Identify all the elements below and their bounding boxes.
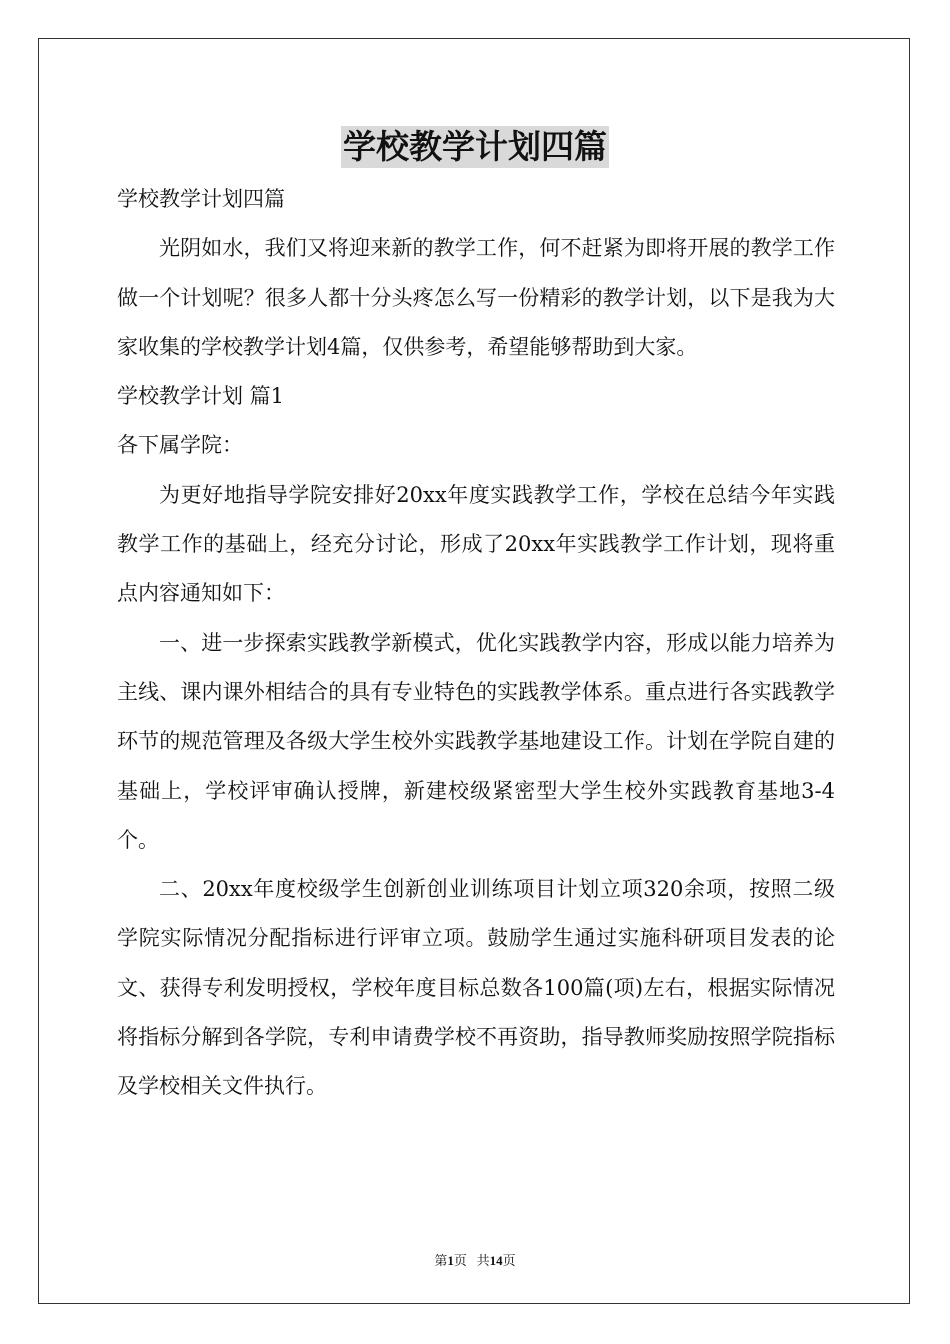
- page-number: 1: [447, 1253, 454, 1268]
- paragraph: 光阴如水，我们又将迎来新的教学工作，何不赶紧为即将开展的教学工作做一个计划呢？很多人都十分头疼怎么写一份精彩的教学计划，以下是我为大家收集的学校教学计划4篇，仅供参考，希望能够帮助到大家。: [117, 236, 835, 359]
- page-suffix: 页: [453, 1253, 467, 1268]
- paragraph: 一、进一步探索实践教学新模式，优化实践教学内容，形成以能力培养为主线、课内课外相结合的具有专业特色的实践教学体系。重点进行各实践教学环节的规范管理及各级大学生校外实践教学基地建设工作。计划在学院自建的基础上，学校评审确认授牌，新建校级紧密型大学生校外实践教育基地3-4个。: [117, 630, 835, 852]
- section-heading: 学校教学计划 篇1: [117, 384, 285, 409]
- total-prefix: 共: [476, 1253, 490, 1268]
- paragraph: 二、20xx年度校级学生创新创业训练项目计划立项320余项，按照二级学院实际情况分配指标进行评审立项。鼓励学生通过实施科研项目发表的论文、获得专利发明授权，学校年度目标总数各100篇(项)左右，根据实际情况将指标分解到各学院，专利申请费学校不再资助，指导教师奖励按照学院指标及学校相关文件执行。: [117, 877, 835, 1099]
- paragraph: 学校教学计划四篇: [117, 187, 285, 211]
- paragraph: 为更好地指导学院安排好20xx年度实践教学工作，学校在总结今年实践教学工作的基础上，经充分讨论，形成了20xx年实践教学工作计划，现将重点内容通知如下：: [117, 482, 835, 606]
- document-body: [117, 175, 835, 1112]
- title-container: [0, 126, 950, 168]
- total-suffix: 页: [502, 1253, 516, 1268]
- document-title: 学校教学计划四篇: [343, 127, 607, 166]
- page-prefix: 第: [434, 1253, 448, 1268]
- page-footer: [0, 1250, 950, 1269]
- total-pages: 14: [489, 1253, 503, 1268]
- salutation: 各下属学院：: [117, 433, 243, 458]
